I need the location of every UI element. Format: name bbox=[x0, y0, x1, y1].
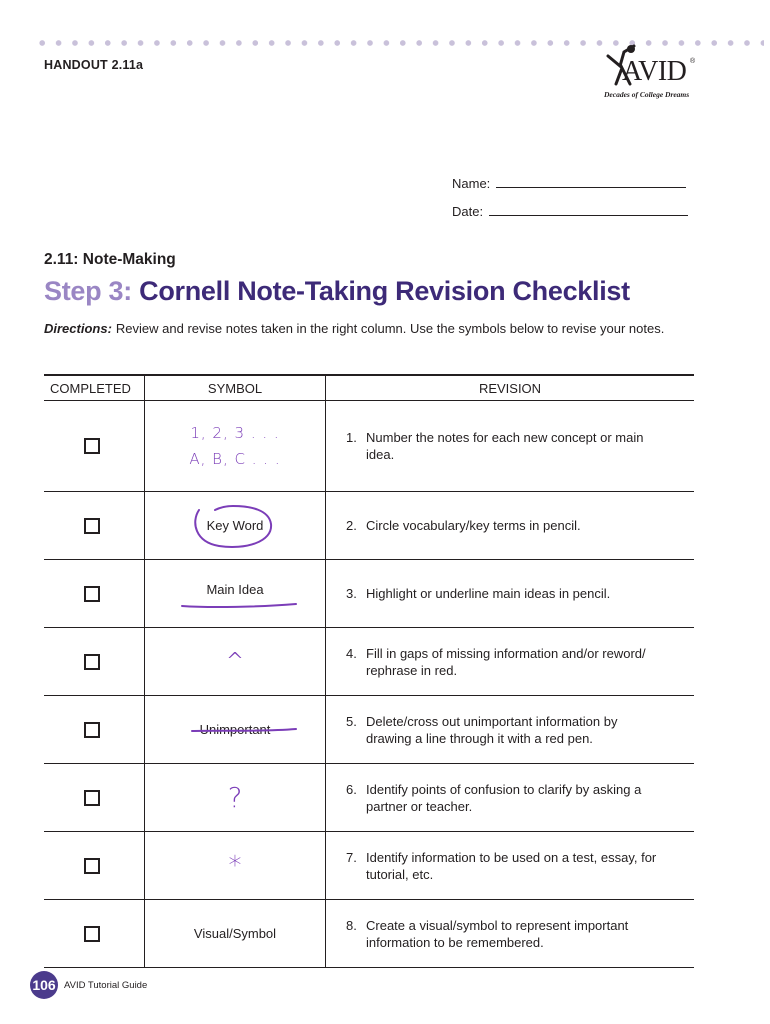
handout-label: HANDOUT 2.11a bbox=[44, 58, 144, 72]
symbol-cell bbox=[145, 560, 326, 628]
revision-number: 2. bbox=[346, 518, 357, 533]
symbol-cell bbox=[145, 764, 326, 832]
section-title: 2.11: Note-Making bbox=[44, 251, 176, 268]
date-line[interactable] bbox=[489, 215, 688, 216]
revision-item bbox=[346, 585, 694, 602]
revision-text: Delete/cross out unimportant information by drawing a line through it with a red pen. bbox=[366, 713, 618, 746]
revision-item bbox=[346, 429, 694, 463]
name-field[interactable] bbox=[452, 176, 686, 191]
avid-logo bbox=[598, 44, 708, 100]
title-rest: Cornell Note-Taking Revision Checklist bbox=[139, 276, 630, 306]
question-mark-symbol: ? bbox=[227, 781, 243, 814]
completed-checkbox[interactable] bbox=[84, 926, 100, 942]
revision-item bbox=[346, 781, 694, 815]
symbol-cell bbox=[145, 628, 326, 696]
completed-checkbox[interactable] bbox=[84, 790, 100, 806]
asterisk-symbol: * bbox=[228, 850, 242, 881]
table-row bbox=[44, 628, 694, 696]
table-row bbox=[44, 764, 694, 832]
page-footer bbox=[30, 971, 147, 999]
revision-item bbox=[346, 849, 694, 883]
completed-checkbox[interactable] bbox=[84, 858, 100, 874]
circle-mark-icon bbox=[189, 502, 279, 552]
revision-text: Fill in gaps of missing information and/or reword/ rephrase in red. bbox=[366, 645, 646, 678]
key-word-symbol: Key Word bbox=[206, 518, 264, 533]
numbering-symbol: 1, 2, 3 . . . bbox=[190, 424, 280, 442]
revision-text: Circle vocabulary/key terms in pencil. bbox=[366, 518, 581, 533]
logo-wordmark: AVID bbox=[622, 56, 687, 87]
crossed-out-unimportant bbox=[200, 722, 271, 737]
header-symbol: SYMBOL bbox=[145, 375, 326, 401]
date-field[interactable] bbox=[452, 204, 688, 219]
guide-title: AVID Tutorial Guide bbox=[64, 979, 148, 991]
table-row bbox=[44, 492, 694, 560]
underlined-main-idea bbox=[206, 582, 263, 605]
symbol-cell bbox=[145, 401, 326, 492]
revision-number: 6. bbox=[346, 781, 357, 797]
revision-item bbox=[346, 917, 694, 951]
revision-text: Number the notes for each new concept or main idea. bbox=[366, 430, 644, 462]
revision-text: Identify points of confusion to clarify by asking a partner or teacher. bbox=[366, 781, 642, 814]
revision-number: 4. bbox=[346, 645, 357, 661]
strikethrough-mark-icon bbox=[190, 727, 300, 735]
directions-label: Directions: bbox=[44, 321, 112, 336]
main-idea-symbol: Main Idea bbox=[206, 582, 264, 597]
completed-checkbox[interactable] bbox=[84, 722, 100, 738]
completed-checkbox[interactable] bbox=[84, 518, 100, 534]
symbol-cell bbox=[145, 900, 326, 968]
logo-tagline: Decades of College Dreams bbox=[604, 90, 690, 99]
table-row bbox=[44, 560, 694, 628]
symbol-cell bbox=[145, 492, 326, 560]
revision-text: Identify information to be used on a test, essay, for tutorial, etc. bbox=[366, 849, 657, 882]
directions bbox=[44, 318, 684, 339]
visual-symbol: Visual/Symbol bbox=[193, 926, 277, 941]
revision-item bbox=[346, 517, 694, 534]
date-label: Date: bbox=[452, 204, 484, 219]
page-title bbox=[44, 276, 630, 307]
revision-number: 3. bbox=[346, 586, 357, 601]
revision-number: 8. bbox=[346, 917, 357, 933]
revision-checklist-table bbox=[44, 374, 694, 968]
table-row bbox=[44, 832, 694, 900]
caret-symbol: ^ bbox=[225, 649, 245, 674]
completed-checkbox[interactable] bbox=[84, 654, 100, 670]
revision-text: Create a visual/symbol to represent important information to be remembered. bbox=[366, 917, 629, 950]
completed-checkbox[interactable] bbox=[84, 586, 100, 602]
lettering-symbol: A, B, C . . . bbox=[189, 450, 281, 468]
table-row bbox=[44, 696, 694, 764]
circled-key-word bbox=[193, 508, 278, 543]
revision-number: 5. bbox=[346, 713, 357, 729]
revision-item bbox=[346, 713, 694, 747]
name-line[interactable] bbox=[496, 187, 686, 188]
registered-mark: ® bbox=[690, 58, 696, 65]
revision-item bbox=[346, 645, 694, 679]
table-row bbox=[44, 900, 694, 968]
header-revision: REVISION bbox=[326, 375, 695, 401]
revision-text: Highlight or underline main ideas in pencil. bbox=[366, 586, 611, 601]
table-row bbox=[44, 401, 694, 492]
revision-number: 7. bbox=[346, 849, 357, 865]
symbol-cell bbox=[145, 832, 326, 900]
underline-mark-icon bbox=[180, 601, 300, 611]
revision-number: 1. bbox=[346, 430, 357, 445]
completed-checkbox[interactable] bbox=[84, 438, 100, 454]
name-label: Name: bbox=[452, 176, 491, 191]
unimportant-symbol: Unimportant bbox=[199, 722, 271, 737]
directions-text: Review and revise notes taken in the right column. Use the symbols below to revise your notes. bbox=[115, 321, 665, 336]
symbol-cell bbox=[145, 696, 326, 764]
header-completed: COMPLETED bbox=[44, 375, 145, 401]
title-step: Step 3: bbox=[44, 276, 132, 306]
page-number-badge: 106 bbox=[30, 971, 58, 999]
